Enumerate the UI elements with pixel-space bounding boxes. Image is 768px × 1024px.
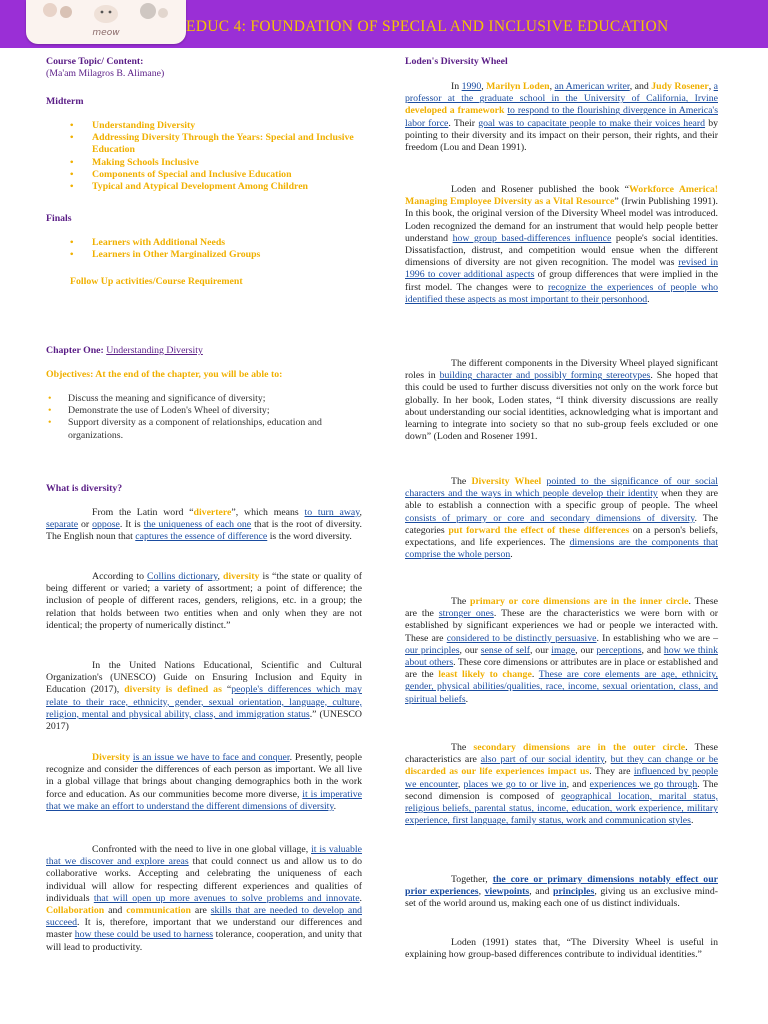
paragraph-together: Together, the core or primary dimensions notably effect our prior experiences, viewpoints, and principles, giving us an exclusive mind-set of the world around us, making each one of us distinct individuals. <box>405 874 718 910</box>
midterm-heading: Midterm <box>46 96 84 107</box>
objectives-heading: Objectives: At the end of the chapter, you will be able to: <box>46 369 283 380</box>
paragraph-loden-rosener: In 1990, Marilyn Loden, an American writer, and Judy Rosener, a professor at the graduate school in the University of California, Irvine developed a framework to respond to the flourishing divergence in America's labor force. Their goal was to capacitate people to make their voices heard by pointing to their diversity and its impact on their person, their rights, and their freedom (Lou and Dean 1991). <box>405 81 719 154</box>
finals-list <box>46 237 362 261</box>
list-item: • Understanding Diversity <box>46 120 362 132</box>
list-item: • Support diversity as a component of relationships, education and organizations. <box>46 417 362 441</box>
instructor-name: (Ma'am Milagros B. Alimane) <box>46 68 165 80</box>
list-item: • Typical and Atypical Development Among Children <box>46 181 362 193</box>
cartoon-cats-icon <box>36 0 176 28</box>
list-item: • Discuss the meaning and significance of diversity; <box>46 393 362 405</box>
list-item: • Learners with Additional Needs <box>46 237 362 249</box>
list-item: • Making Schools Inclusive <box>46 157 362 169</box>
paragraph-components: The different components in the Diversity Wheel played significant roles in building character and possibly forming stereotypes. She hoped that this could be used to further discuss diversities not only on the work force but globally. In her book, Loden states, “I think diversity discussions are really about understanding our social identities, acknowledging what is important and learning to integrate into society so that no sub-group feels excluded or one down” (Loden and Rosener 1991. <box>405 358 719 443</box>
what-is-diversity-heading: What is diversity? <box>46 483 123 494</box>
paragraph-secondary-dimensions: The secondary dimensions are in the outer circle. These characteristics are also part of our social identity, but they can change or be discarded as our life experiences impact us. They are influenced by people we encounter, places we go to or live in, and experiences we go through. The second dimension is composed of geographical location, marital status, religious beliefs, parental status, income, education, work experience, military experience, first language, family status, work and communication styles. <box>405 742 719 827</box>
chapter-title-link[interactable]: Understanding Diversity <box>106 345 203 356</box>
chapter-title-line <box>46 345 362 357</box>
course-topic-block <box>46 56 362 80</box>
lodens-wheel-heading: Loden's Diversity Wheel <box>405 56 508 67</box>
follow-up-label: Follow Up activities/Course Requirement <box>70 276 243 287</box>
logo-text: meow <box>92 28 120 38</box>
paragraph-global-village: Confronted with the need to live in one global village, it is valuable that we discover and explore areas that could connect us and allow us to do collaborative works. Accepting and celebrating the uniqueness of each individual will allow for respecting different experiences and qualities of individuals that will open up more avenues to solve problems and innovate. Collaboration and communication are skills that are needed to develop and succeed. It is, therefore, important that we understand our differences and master how these could be used to harness tolerance, cooperation, and unity that will lead to productivity. <box>46 844 363 953</box>
paragraph-wheel-significance: The Diversity Wheel pointed to the significance of our social characters and the ways in which people develop their identity when they are able to establish a connection with a specific group of people. The wheel consists of primary or core and secondary dimensions of diversity. The categories put forward the effect of these differences on a person's beliefs, expectations, and life experiences. The dimensions are the components that comprise the whole person. <box>405 476 719 561</box>
finals-heading: Finals <box>46 213 72 224</box>
paragraph-latin-origin: From the Latin word “divertere”, which means to turn away, separate or oppose. It is the uniqueness of each one that is the root of diversity. The English noun that captures the essence of difference is the word diversity. <box>46 507 362 543</box>
paragraph-collins-definition: According to Collins dictionary, diversity is “the state or quality of being different or varied; a variety of assortment; a point of difference; the inclusion of people of different races, genders, religions, etc. in a group; the relation that holds between two entities when and only when they are not identical; the property of numerically distinct.” <box>46 571 363 631</box>
paragraph-face-and-conquer: Diversity is an issue we have to face and conquer. Presently, people recognize and consider the differences of each person as important. We all live in a global village that brings about changing demographics both in the work force and education. As our communities become more diverse, it is imperative that we make an effort to understand the different dimensions of diversity. <box>46 752 362 812</box>
list-item: • Addressing Diversity Through the Years: Special and Inclusive Education <box>46 132 362 156</box>
chapter-label: Chapter One: <box>46 345 104 356</box>
list-item: • Demonstrate the use of Loden's Wheel of diversity; <box>46 405 362 417</box>
paragraph-workforce-america: Loden and Rosener published the book “Workforce America! Managing Employee Diversity as a Vital Resource” (Irwin Publishing 1991). In this book, the original version of the Diversity Wheel model was introduced. Loden recognized the demand for an instrument that would help people better understand how group based-differences influence people's social identities. Dissatisfaction, distrust, and competition would ensue when the different dimensions of diversity are not given recognition. The model was revised in 1996 to cover additional aspects of group differences that were implied in the first model. The changes were to recognize the experiences of people who identified these aspects as most important to their personhood. <box>405 184 718 305</box>
list-item: • Learners in Other Marginalized Groups <box>46 249 362 261</box>
paragraph-loden-quote: Loden (1991) states that, “The Diversity Wheel is useful in explaining how group-based differences contribute to individual identities.” <box>405 937 718 961</box>
objectives-list <box>46 393 362 442</box>
logo-badge <box>26 0 186 44</box>
paragraph-primary-dimensions: The primary or core dimensions are in the inner circle. These are the stronger ones. These are the characteristics we were born with or established by significant experiences we had or people we interacted with. These are considered to be distinctly persuasive. In establishing who we are – our principles, our sense of self, our image, our perceptions, and how we think about others. These core dimensions or attributes are in place or established and are the least likely to change. These are core elements are age, ethnicity, gender, physical abilities/qualities, race, income, sexual orientation, class, and spiritual beliefs. <box>405 596 719 705</box>
list-item: • Components of Special and Inclusive Education <box>46 169 362 181</box>
course-topic-label: Course Topic/ Content: <box>46 56 144 67</box>
midterm-list <box>46 120 362 193</box>
page-title: EDUC 4: FOUNDATION OF SPECIAL AND INCLUSIVE EDUCATION <box>186 18 669 35</box>
paragraph-unesco-definition: In the United Nations Educational, Scientific and Cultural Organization's (UNESCO) Guide on Ensuring Inclusion and Equity in Education (2017), diversity is defined as “people's differences which may relate to their race, ethnicity, gender, sexual orientation, language, culture, religion, mental and physical ability, class, and immigration status.” (UNESCO 2017) <box>46 660 363 733</box>
